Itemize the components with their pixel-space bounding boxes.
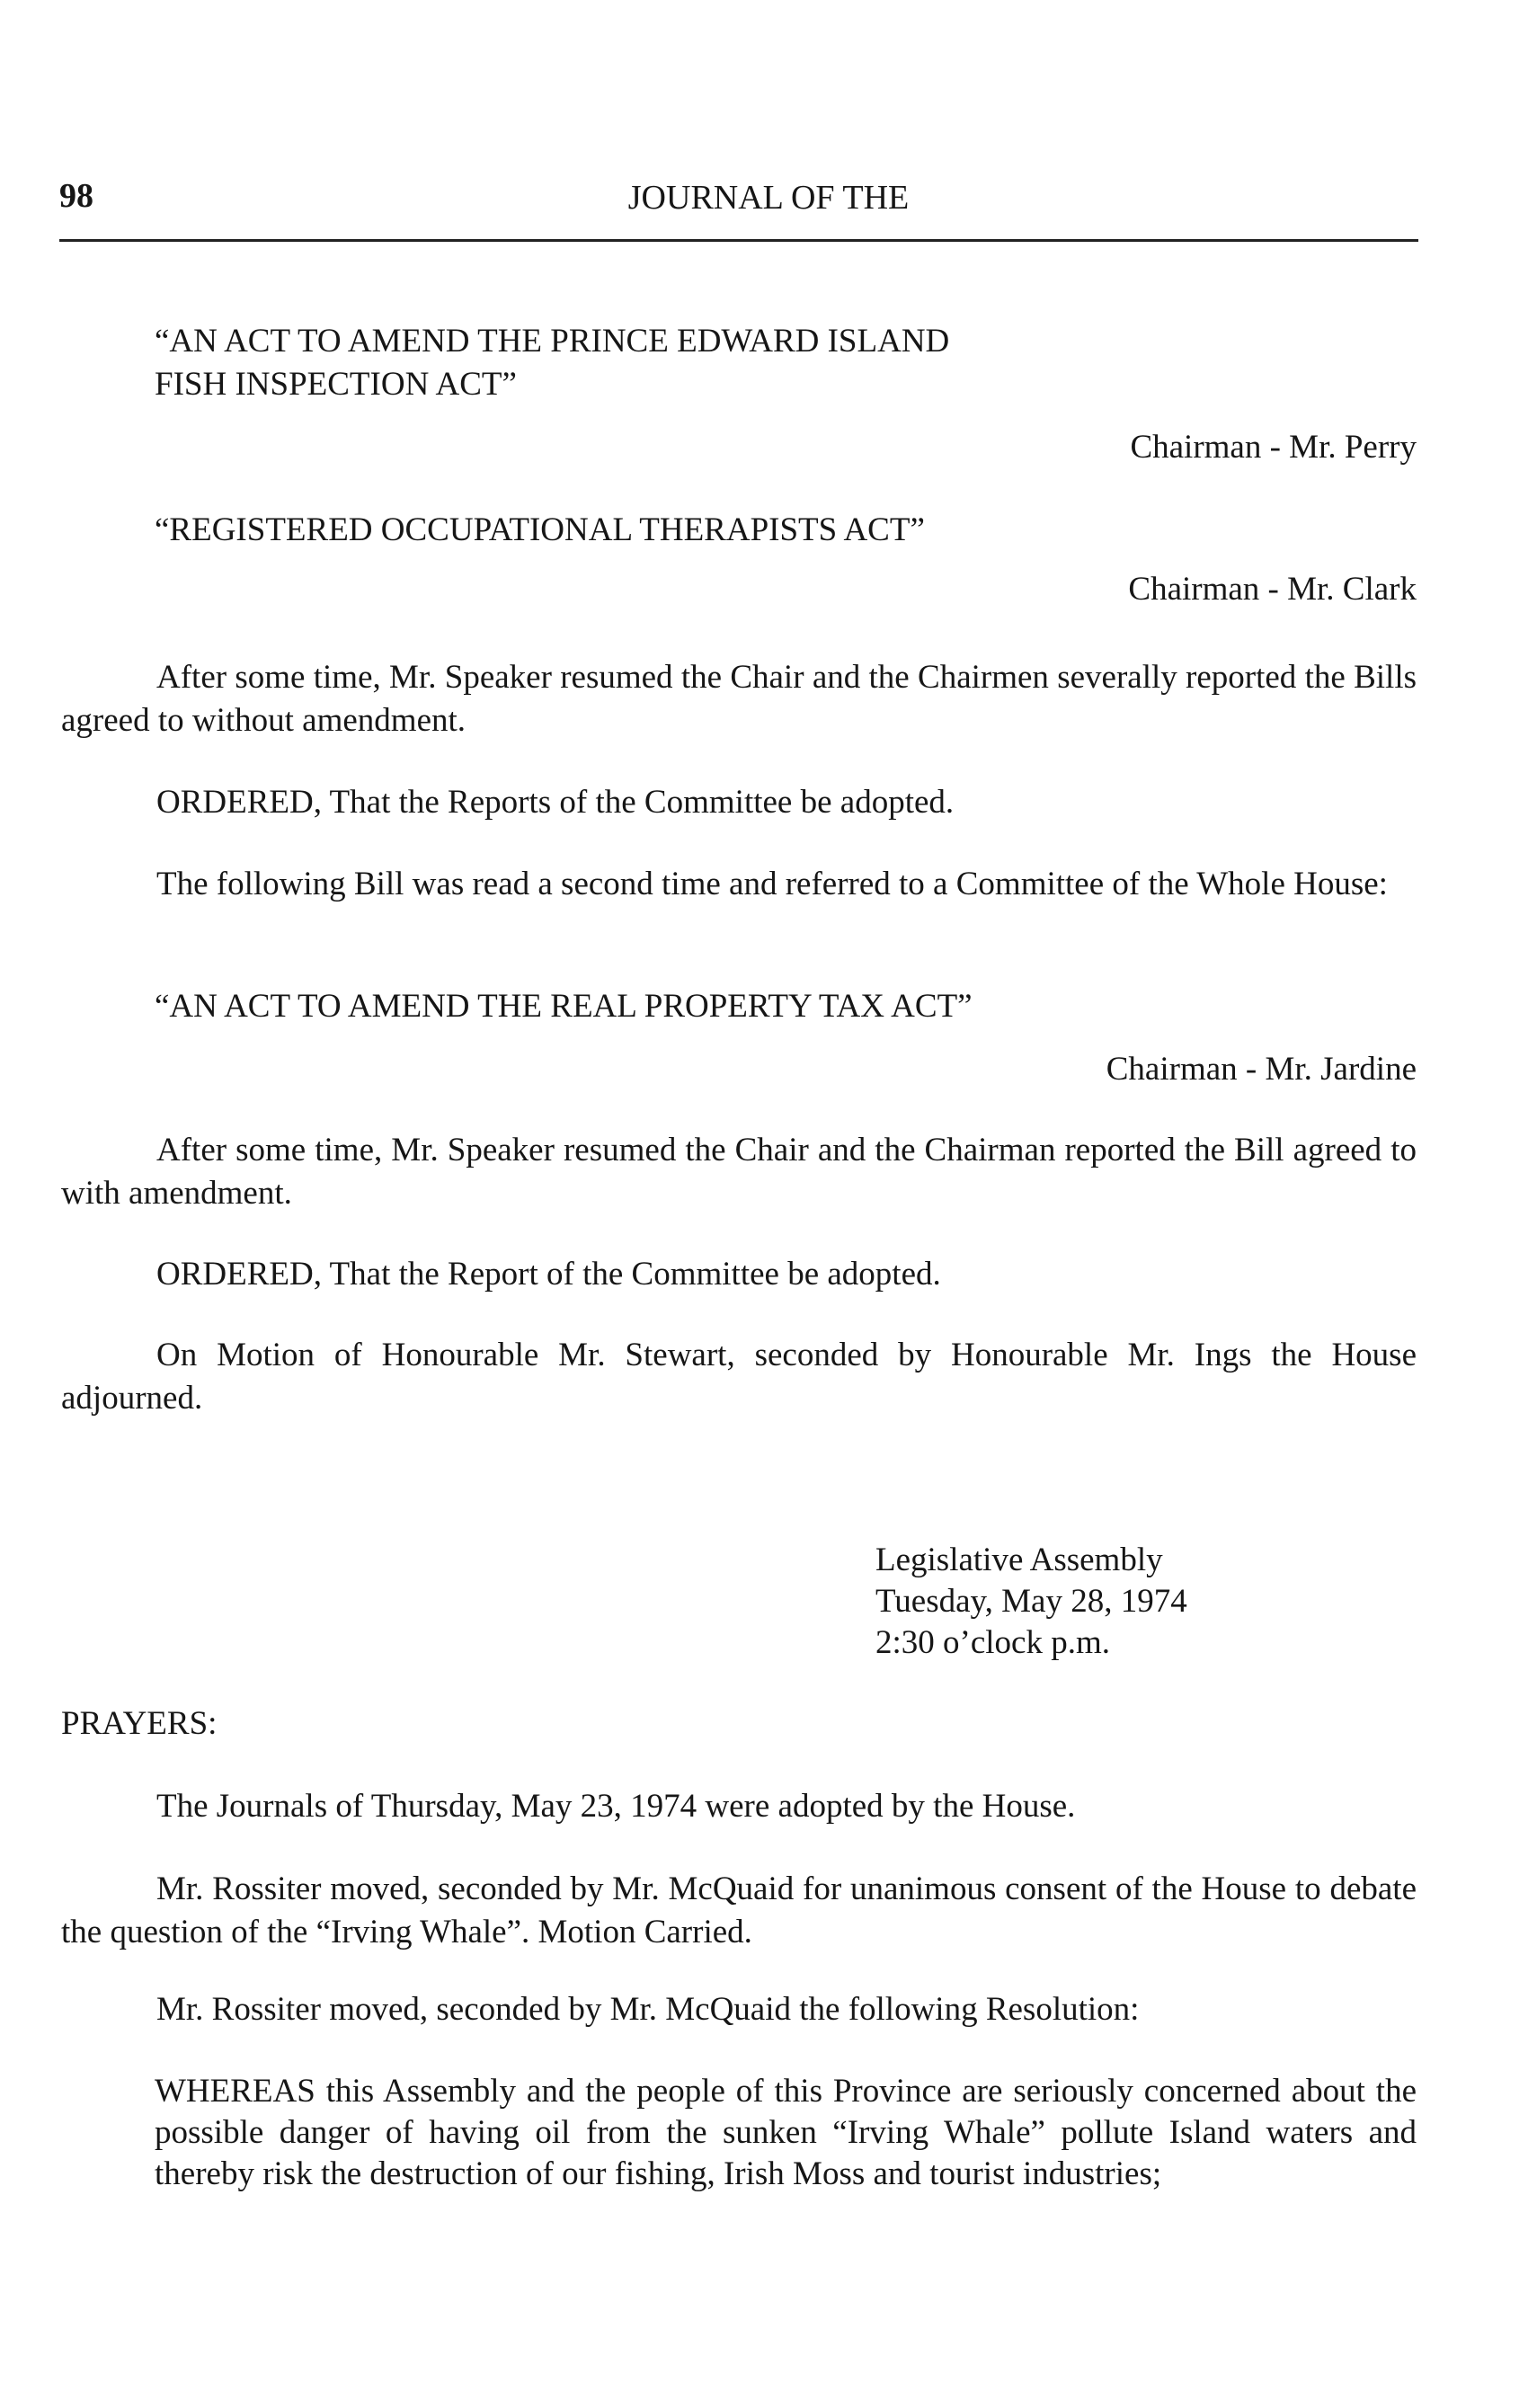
running-title: JOURNAL OF THE — [627, 179, 910, 217]
prayers-heading: PRAYERS: — [61, 1705, 218, 1742]
paragraph: Mr. Rossiter moved, seconded by Mr. McQuaid the following Resolution: — [156, 1991, 1140, 2028]
paragraph: After some time, Mr. Speaker resumed the Chair and the Chairman reported the Bill agreed to with amendment. — [61, 1132, 1417, 1212]
paragraph: ORDERED, That the Report of the Committee be adopted. — [156, 1256, 941, 1293]
paragraph: On Motion of Honourable Mr. Stewart, seconded by Honourable Mr. Ings the House adjourned. — [61, 1337, 1417, 1417]
header-rule — [59, 239, 1418, 242]
resolution-whereas: WHEREAS this Assembly and the people of this Province are seriously concerned about the possible danger of having oil from the sunken “Irving Whale” pollute Island waters and thereby risk the destruction of our fishing, Irish Moss and tourist industries; — [155, 2073, 1417, 2192]
session-time: 2:30 o’clock p.m. — [875, 1624, 1111, 1661]
bill-title-line: FISH INSPECTION ACT” — [155, 366, 517, 403]
bill-chairman: Chairman - Mr. Jardine — [1106, 1051, 1417, 1088]
bill-chairman: Chairman - Mr. Perry — [1130, 429, 1417, 466]
page-number: 98 — [59, 177, 93, 215]
bill-title-line: “REGISTERED OCCUPATIONAL THERAPISTS ACT” — [155, 511, 925, 548]
paragraph: After some time, Mr. Speaker resumed the Chair and the Chairmen severally reported the Bills agreed to without amendment. — [61, 659, 1417, 739]
paragraph: The Journals of Thursday, May 23, 1974 were adopted by the House. — [156, 1788, 1076, 1825]
session-date: Tuesday, May 28, 1974 — [875, 1583, 1187, 1620]
paragraph: Mr. Rossiter moved, seconded by Mr. McQuaid for unanimous consent of the House to debate the question of the “Irving Whale”. Motion Carried. — [61, 1870, 1417, 1950]
paragraph: The following Bill was read a second time and referred to a Committee of the Whole House: — [156, 866, 1388, 902]
bill-title-line: “AN ACT TO AMEND THE REAL PROPERTY TAX ACT” — [155, 988, 973, 1025]
bill-chairman: Chairman - Mr. Clark — [1128, 571, 1417, 608]
bill-title-line: “AN ACT TO AMEND THE PRINCE EDWARD ISLAND — [155, 323, 950, 360]
paragraph: ORDERED, That the Reports of the Committee be adopted. — [156, 784, 955, 821]
session-assembly: Legislative Assembly — [875, 1542, 1163, 1578]
